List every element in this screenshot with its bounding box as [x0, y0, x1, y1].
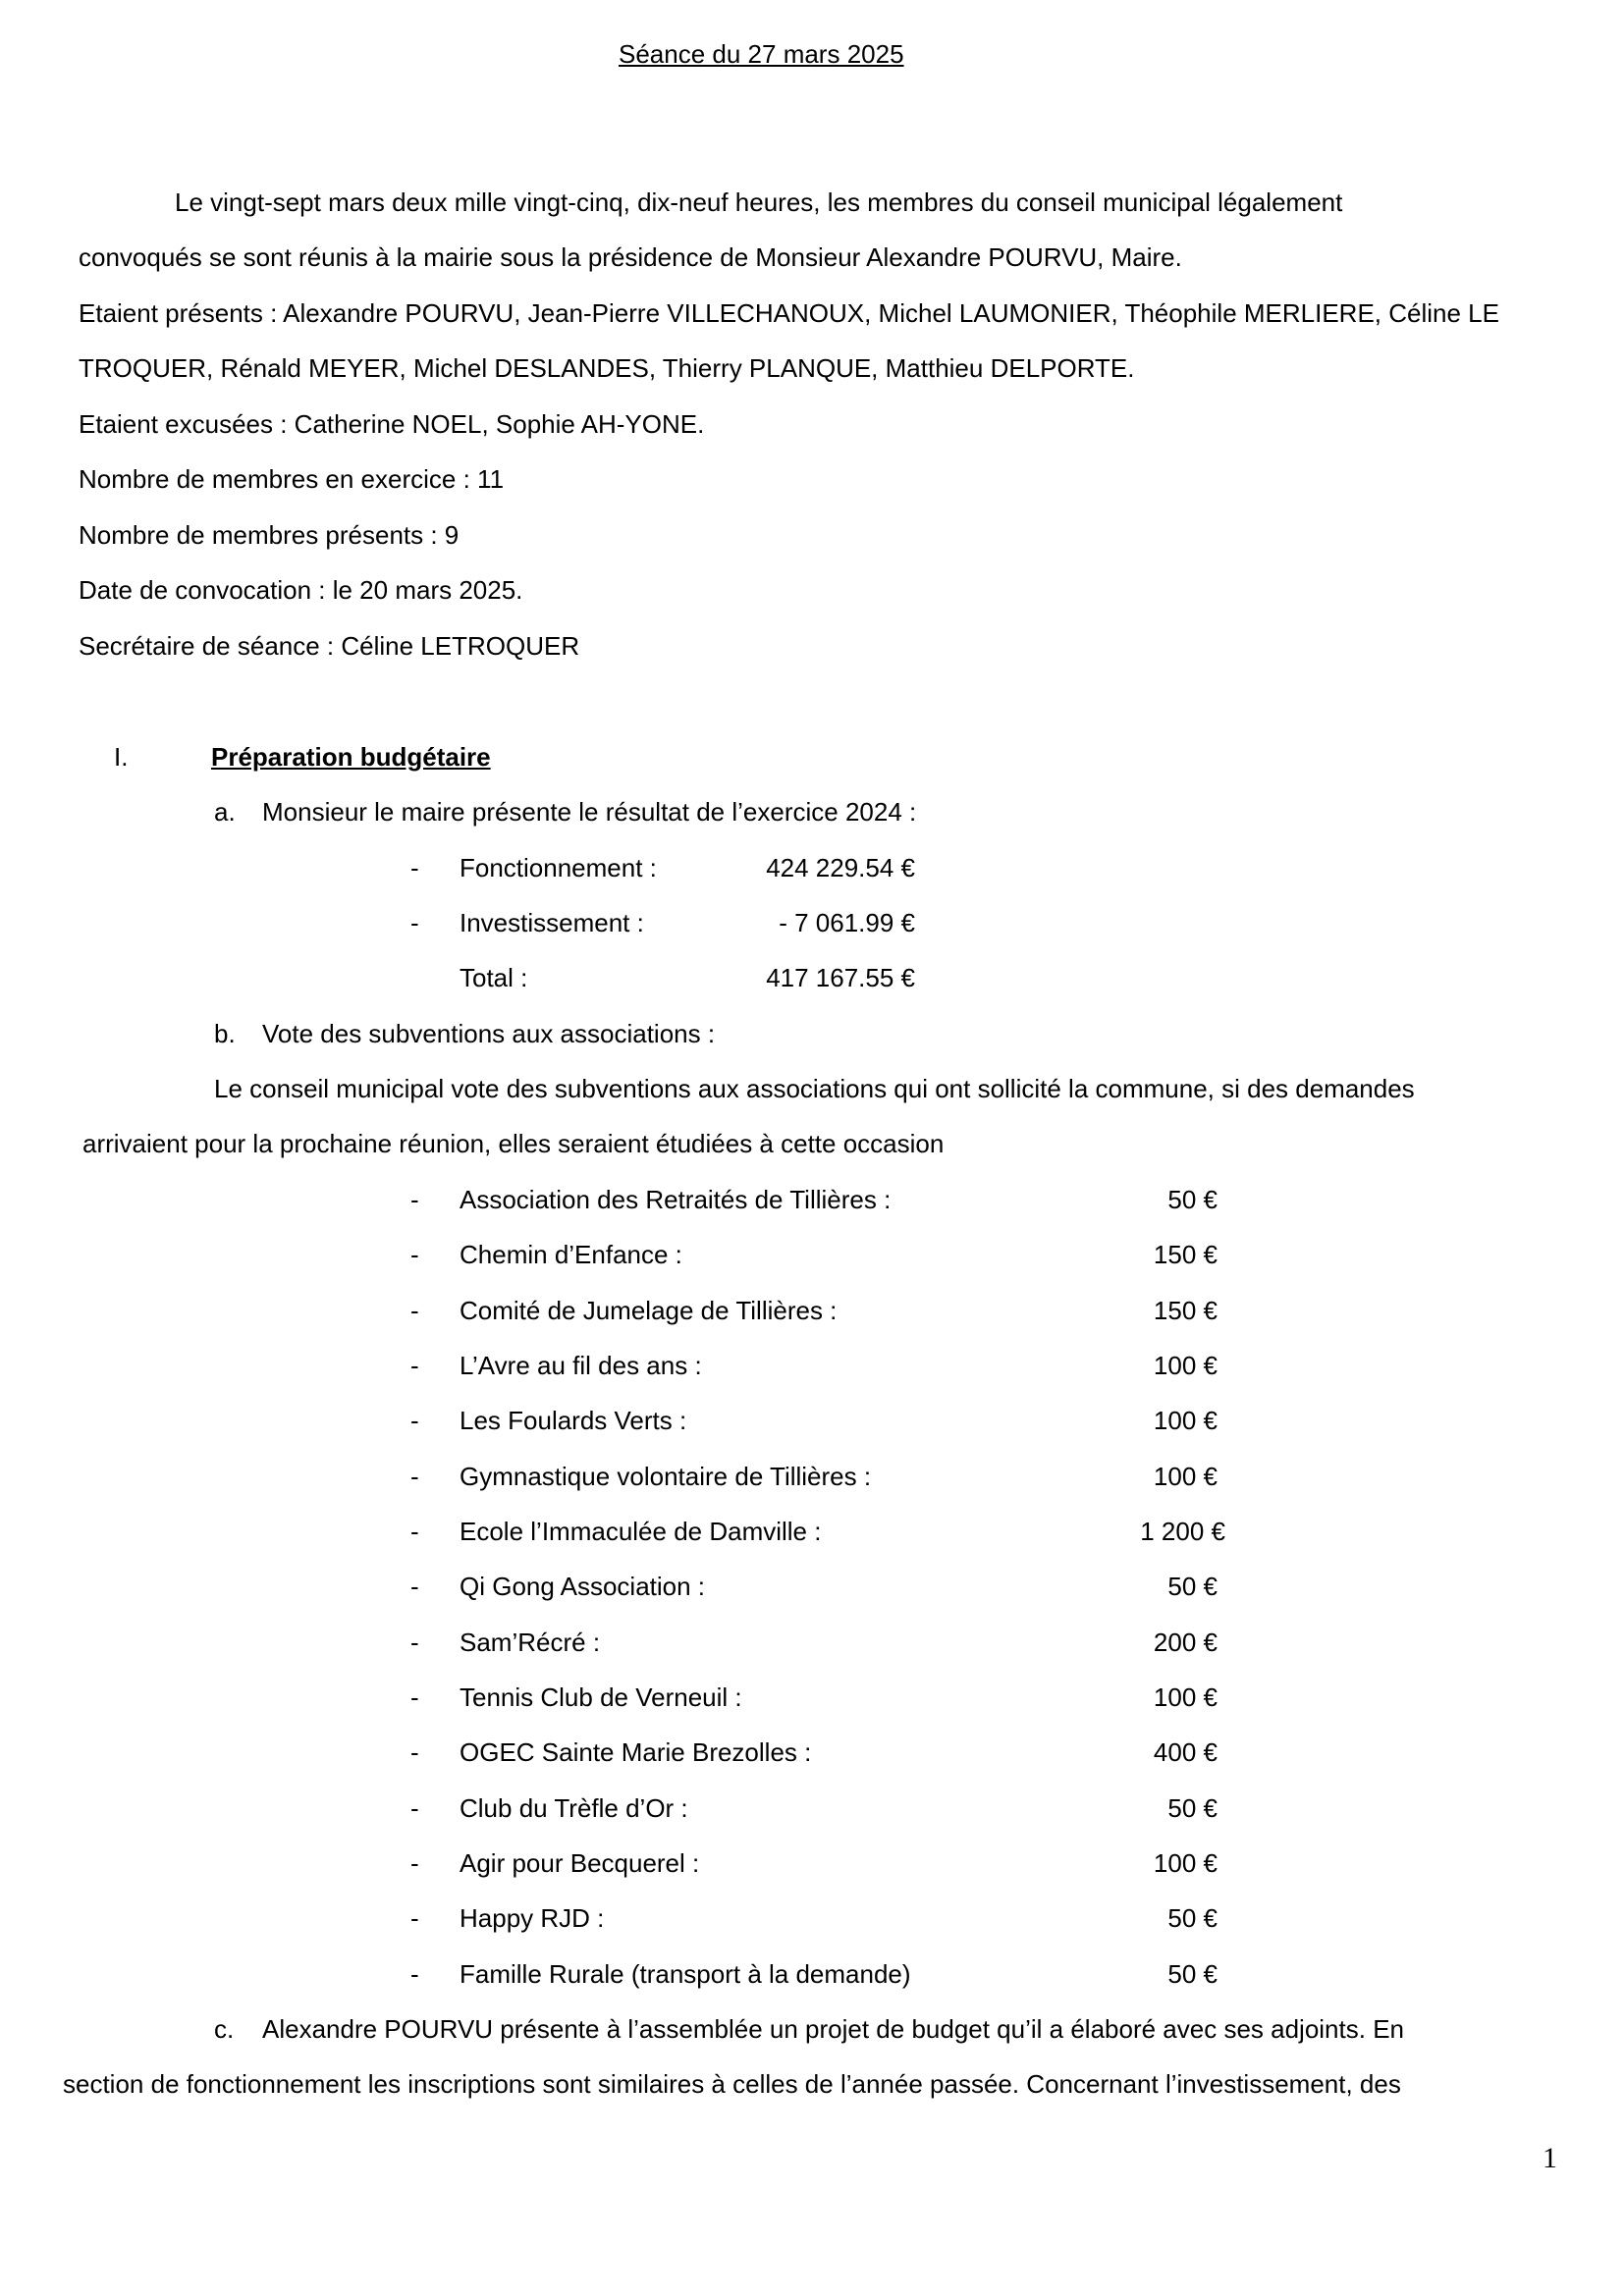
convocation-date: Date de convocation : le 20 mars 2025. — [79, 575, 523, 605]
subvention-name: Comité de Jumelage de Tillières : — [460, 1296, 838, 1325]
subvention-dash: - — [410, 1959, 419, 1989]
subsection-a-text: Monsieur le maire présente le résultat de l’exercice 2024 : — [262, 797, 917, 827]
subvention-name: Ecole l’Immaculée de Damville : — [460, 1517, 822, 1546]
subvention-amount: 100 € — [1153, 1682, 1218, 1712]
subvention-amount: 50 € — [1167, 1572, 1218, 1601]
subvention-amount: 100 € — [1153, 1351, 1218, 1380]
subsection-b-paragraph-1: Le conseil municipal vote des subventions aux associations qui ont sollicité la commune, si des demandes — [214, 1074, 1415, 1103]
subvention-dash: - — [410, 1240, 419, 1269]
subvention-dash: - — [410, 1185, 419, 1214]
section-number: I. — [114, 742, 129, 772]
subsection-b-letter: b. — [214, 1019, 236, 1048]
subvention-dash: - — [410, 1848, 419, 1878]
section-title: Préparation budgétaire — [211, 742, 491, 772]
subvention-amount: 100 € — [1153, 1462, 1218, 1491]
subvention-amount: 50 € — [1167, 1903, 1218, 1933]
subvention-name: Association des Retraités de Tillières : — [460, 1185, 892, 1214]
subvention-amount: 150 € — [1153, 1240, 1218, 1269]
result-label: Investissement : — [460, 908, 644, 937]
subvention-dash: - — [410, 1903, 419, 1933]
members-total: Nombre de membres en exercice : 11 — [79, 464, 505, 494]
subsection-b-paragraph-2: arrivaient pour la prochaine réunion, elles seraient étudiées à cette occasion — [82, 1129, 945, 1158]
result-dash: - — [410, 908, 419, 937]
result-label: Total : — [460, 963, 528, 992]
intro-line-1: Le vingt-sept mars deux mille vingt-cinq, dix-neuf heures, les membres du conseil municipal légalement — [175, 187, 1343, 217]
subvention-amount: 200 € — [1153, 1628, 1218, 1657]
subvention-name: Gymnastique volontaire de Tillières : — [460, 1462, 872, 1491]
members-present: Nombre de membres présents : 9 — [79, 520, 460, 550]
result-amount: 424 229.54 € — [766, 853, 915, 882]
subvention-name: Club du Trèfle d’Or : — [460, 1793, 688, 1823]
subsection-a-letter: a. — [214, 797, 236, 827]
subsection-c-text: Alexandre POURVU présente à l’assemblée un projet de budget qu’il a élaboré avec ses adjoints. En — [262, 2014, 1404, 2044]
subvention-dash: - — [410, 1296, 419, 1325]
subvention-dash: - — [410, 1628, 419, 1657]
subsection-b-text: Vote des subventions aux associations : — [262, 1019, 716, 1048]
subvention-dash: - — [410, 1517, 419, 1546]
subvention-amount: 100 € — [1153, 1406, 1218, 1435]
page-number: 1 — [1543, 2142, 1557, 2174]
session-secretary: Secrétaire de séance : Céline LETROQUER — [79, 631, 580, 661]
present-line-2: TROQUER, Rénald MEYER, Michel DESLANDES, Thierry PLANQUE, Matthieu DELPORTE. — [79, 353, 1135, 383]
subvention-dash: - — [410, 1737, 419, 1767]
subvention-dash: - — [410, 1406, 419, 1435]
subvention-name: Happy RJD : — [460, 1903, 605, 1933]
subvention-amount: 50 € — [1167, 1793, 1218, 1823]
subvention-amount: 100 € — [1153, 1848, 1218, 1878]
subvention-name: Sam’Récré : — [460, 1628, 601, 1657]
subvention-dash: - — [410, 1793, 419, 1823]
page-title: Séance du 27 mars 2025 — [619, 39, 904, 69]
subvention-name: OGEC Sainte Marie Brezolles : — [460, 1737, 812, 1767]
subsection-c-letter: c. — [214, 2014, 235, 2044]
intro-line-2: convoqués se sont réunis à la mairie sous la présidence de Monsieur Alexandre POURVU, Maire. — [79, 242, 1182, 272]
subvention-amount: 150 € — [1153, 1296, 1218, 1325]
subvention-dash: - — [410, 1682, 419, 1712]
subvention-name: Qi Gong Association : — [460, 1572, 706, 1601]
subvention-name: Les Foulards Verts : — [460, 1406, 687, 1435]
subvention-amount: 50 € — [1167, 1959, 1218, 1989]
result-amount: 417 167.55 € — [766, 963, 915, 992]
result-dash: - — [410, 853, 419, 882]
subvention-dash: - — [410, 1351, 419, 1380]
subvention-amount: 1 200 € — [1140, 1517, 1225, 1546]
subvention-name: Tennis Club de Verneuil : — [460, 1682, 742, 1712]
subsection-c-paragraph-2: section de fonctionnement les inscriptions sont similaires à celles de l’année passée. Concernant l’investissement, des — [63, 2069, 1401, 2099]
excused-line: Etaient excusées : Catherine NOEL, Sophie AH-YONE. — [79, 409, 705, 439]
subvention-amount: 400 € — [1153, 1737, 1218, 1767]
present-line-1: Etaient présents : Alexandre POURVU, Jean-Pierre VILLECHANOUX, Michel LAUMONIER, Théophile MERLIERE, Céline LE — [79, 298, 1499, 328]
subvention-name: Famille Rurale (transport à la demande) — [460, 1959, 911, 1989]
subvention-name: Agir pour Becquerel : — [460, 1848, 700, 1878]
subvention-name: Chemin d’Enfance : — [460, 1240, 682, 1269]
subvention-name: L’Avre au fil des ans : — [460, 1351, 702, 1380]
subvention-dash: - — [410, 1572, 419, 1601]
result-label: Fonctionnement : — [460, 853, 657, 882]
subvention-dash: - — [410, 1462, 419, 1491]
result-amount: - 7 061.99 € — [779, 908, 915, 937]
subvention-amount: 50 € — [1167, 1185, 1218, 1214]
